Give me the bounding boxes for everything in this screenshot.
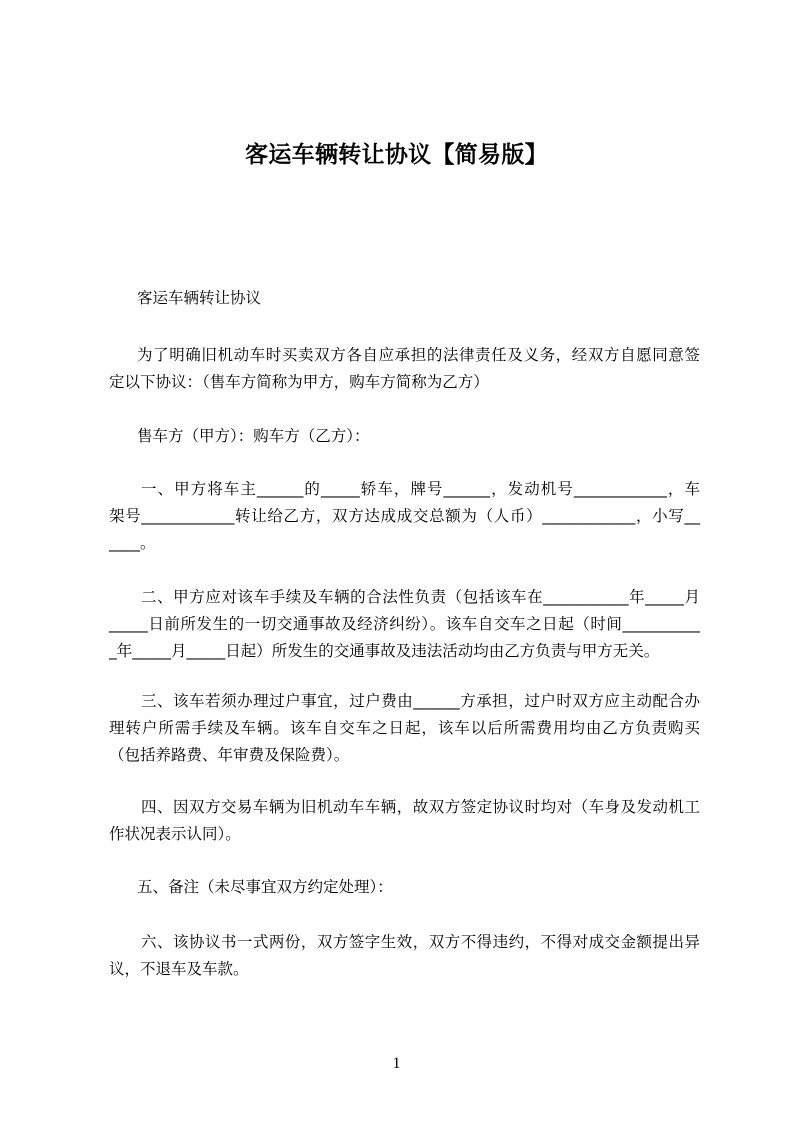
clause-4-line: 四、因双方交易车辆为旧机动车车辆，故双方签定协议时均对（车身及发动机工 xyxy=(141,798,700,816)
preamble-line: 为了明确旧机动车时买卖双方各自应承担的法律责任及义务，经双方自愿同意签 xyxy=(137,346,700,364)
clause-6 xyxy=(109,929,700,983)
clause-1 xyxy=(109,476,700,557)
clause-3-line: 三、该车若须办理过户事宜，过户费由______方承担，过户时双方应主动配合办 xyxy=(141,692,700,710)
parties-text: 售车方（甲方）：购车方（乙方）： xyxy=(137,427,370,445)
clause-2-line: 二、甲方应对该车手续及车辆的合法性负责（包括该车在___________年_____月 xyxy=(141,588,700,606)
page-number: 1 xyxy=(392,1055,401,1072)
preamble-line: 定以下协议：（售车方简称为甲方，购车方简称为乙方） xyxy=(109,373,489,391)
clause-2 xyxy=(109,584,700,665)
clause-2-line: _____日前所发生的一切交通事故及经济纠纷）。该车自交车之日起（时间__________ xyxy=(109,615,700,633)
clause-3-line: 理转户所需手续及车辆。该车自交车之日起，该车以后所需费用均由乙方负责购买 xyxy=(109,719,700,737)
agreement-heading xyxy=(109,285,700,312)
clause-1-line: 一、甲方将车主______的_____轿车，牌号______，发动机号____________，车 xyxy=(141,480,700,498)
document-title: 客运车辆转让协议【简易版】 xyxy=(245,142,548,168)
agreement-heading-line: 客运车辆转让协议 xyxy=(137,289,262,307)
clause-5-line: 五、备注（未尽事宜双方约定处理）： xyxy=(137,878,393,896)
preamble xyxy=(109,342,700,396)
parties-line xyxy=(109,423,700,450)
clause-4 xyxy=(109,794,700,848)
clause-4-line: 作状况表示认同）。 xyxy=(109,825,241,843)
clause-3 xyxy=(109,688,700,769)
clause-2-line: _年_____月_____日起）所发生的交通事故及违法活动均由乙方负责与甲方无关。 xyxy=(109,642,660,660)
clause-5 xyxy=(109,874,700,901)
clause-6-line: 六、该协议书一式两份，双方签字生效，双方不得违约，不得对成交金额提出异 xyxy=(141,933,700,951)
clause-1-line: 架号____________转让给乙方，双方达成成交总额为（人币）____________，小写__ xyxy=(109,507,700,525)
clause-3-line: （包括养路费、年审费及保险费）。 xyxy=(109,746,350,764)
clause-6-line: 议，不退车及车款。 xyxy=(109,960,249,978)
clause-1-line: ____。 xyxy=(109,534,156,552)
